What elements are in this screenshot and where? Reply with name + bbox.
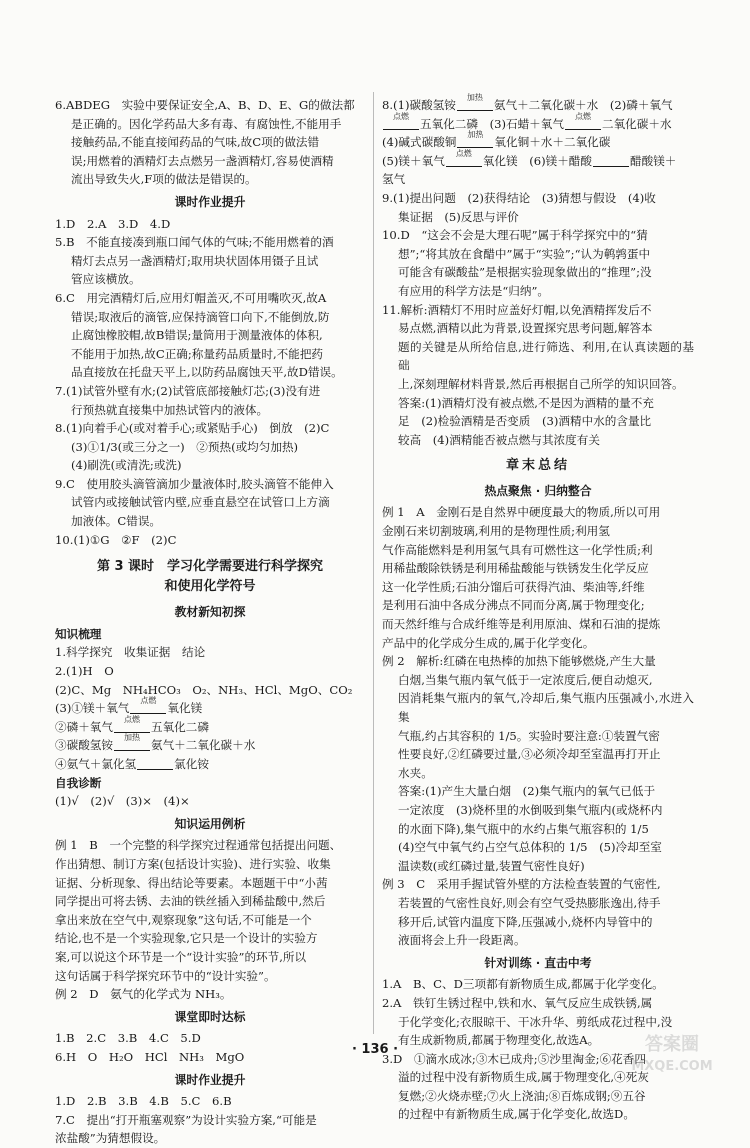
text-line: 可能含有碳酸盐”是根据实验现象做出的“推理”;没	[398, 265, 652, 280]
example-2	[382, 652, 694, 782]
equation: (3)①镁＋氧气 点燃 氧化镁	[55, 696, 203, 716]
text-line: 加液体。C错误。	[71, 514, 162, 529]
text-line: 行预热就直接集中加热试管内的液体。	[71, 402, 269, 417]
text-line: (2)C、Mg NH₄HCO₃ O₂、NH₃、HCl、MgO、CO₂	[55, 682, 353, 697]
text-line: 试管内或接触试管内壁,应垂直悬空在试管口上方滴	[71, 495, 330, 510]
lesson-title	[55, 557, 365, 597]
text-line: 拿出来放在空气中,观察现象”这句话,不可能是一个	[55, 912, 312, 927]
text-line: 有应用的科学方法是“归纳”。	[398, 283, 549, 298]
section-heading: 知识运用例析	[174, 816, 246, 831]
answer-10: 10.(1)①G ②F (2)C	[55, 532, 177, 547]
text-line: 移开后,试管内温度下降,压强减小,烧杯内导管中的	[398, 914, 653, 929]
text-line: 7.C 提出“打开瓶塞观察”为设计实验方案,“可能是	[55, 1112, 317, 1127]
equation: (4)碱式碳酸铜 加热 氧化铜＋水＋二氧化碳	[382, 130, 611, 150]
text-line: 9.(1)提出问题 (2)获得结论 (3)猜想与假设 (4)收	[382, 190, 656, 205]
equation: (5)镁＋氧气 点燃 氧化镁 (6)镁＋醋酸 醋酸镁＋	[382, 148, 677, 168]
text-line: 同学提出可将去锈、去油的铁丝插入到稀盐酸中,然后	[55, 894, 326, 909]
text-line: 证据、分析现象、得出结论等要素。本题题干中“小茜	[55, 875, 328, 890]
text-line: 这一化学性质;石油分馏后可获得汽油、柴油等,纤维	[382, 579, 645, 594]
chapter-title: 章末总结	[505, 458, 570, 474]
text-line: 接触药品,不能直接闻药品的气味,故C项的做法错	[71, 135, 320, 150]
text-line: 因消耗集气瓶内的氧气,冷却后,集气瓶内压强减小,水进入集	[398, 691, 694, 724]
watermark-logo	[622, 1030, 722, 1076]
text-line: 3.D ①滴水成冰;③木已成舟;⑤沙里淘金;⑥花香四	[382, 1051, 646, 1066]
text-line: 产品中的化学成分生成的,属于化学变化。	[382, 635, 595, 650]
watermark-text: 答案圈	[645, 1034, 699, 1055]
watermark-url: MXQE.COM	[631, 1059, 713, 1074]
text-line: 作出猜想、制订方案(包括设计实验)、进行实验、收集	[55, 856, 331, 871]
answer-5	[55, 233, 365, 289]
text-line: (4)空气中氧气约占空气总体积的 1/5 (5)冷却至室	[398, 840, 662, 855]
text-line: 复燃;②火烧赤壁;⑦火上浇油;⑧百炼成钢;⑨五谷	[398, 1088, 646, 1103]
answer-11	[382, 301, 694, 394]
text-line: 9.C 使用胶头滴管滴加少量液体时,胶头滴管不能伸入	[55, 476, 334, 491]
text-line: 若装置的气密性良好,则会有空气受热膨胀逸出,待手	[398, 895, 661, 910]
text-line: 是正确的。因化学药品大多有毒、有腐蚀性,不能用手	[71, 116, 342, 131]
right-column	[382, 93, 694, 1124]
answer-7	[55, 382, 365, 419]
equation: 点燃 五氧化二磷 (3)石蜡＋氧气 点燃 二氧化碳＋水	[382, 115, 694, 134]
text-line: 例 1 B 一个完整的科学探究过程通常包括提出问题、	[55, 838, 342, 853]
equation: ②磷＋氧气 点燃 五氧化二磷	[55, 714, 209, 734]
section-heading: 热点聚焦 · 归纳整合	[484, 483, 592, 498]
text-line: 液面将会上升一段距离。	[398, 933, 526, 948]
text-line: 1.D 2.B 3.B 4.B 5.C 6.B	[55, 1094, 232, 1109]
text-line: 流出导致失火,F项的做法是错误的。	[71, 172, 257, 187]
text-line: 较高 (4)酒精能否被点燃与其浓度有关	[398, 432, 600, 447]
example-2-key	[382, 782, 694, 875]
text-line: 11.解析:酒精灯不用时应盖好灯帽,以免酒精挥发后不	[382, 302, 652, 317]
text-line: 答案:(1)产生大量白烟 (2)集气瓶内的氧气已低于	[398, 784, 656, 799]
text-line: 是利用石油中各成分沸点不同而分离,属于物理变化;	[382, 598, 645, 613]
text-line: 案,可以说这个环节是一个“设计实验”的环节,所以	[55, 949, 307, 964]
text-line: 有生成新物质,都属于物理变化,故选A。	[398, 1033, 600, 1048]
text-line: (4)刷洗(或清洗;或洗)	[71, 458, 182, 473]
text-line: 氢气	[382, 172, 406, 187]
text-line: 溢的过程中没有新物质生成,属于物理变化,④死灰	[398, 1070, 649, 1085]
column-divider	[373, 92, 374, 1034]
text-line: 题的关键是从所给信息,进行筛选、利用,在认真读题的基础	[398, 339, 694, 373]
text-line: 温读数(或红磷过量,装置气密性良好)	[398, 858, 585, 873]
text-line: 于化学变化;衣服晾干、干冰升华、剪纸成花过程中,没	[398, 1014, 673, 1029]
lesson-title-line: 第 3 课时 学习化学需要进行科学探究	[96, 559, 324, 575]
section-heading: 课堂即时达标	[174, 1009, 246, 1024]
text-line: 不能用于加热,故C正确;称量药品质量时,不能把药	[71, 346, 324, 361]
text-line: 1.A B、C、D三项都有新物质生成,都属于化学变化。	[382, 977, 664, 992]
text-line: 集证据 (5)反思与评价	[398, 209, 519, 224]
example-1	[382, 503, 694, 652]
equation: 8.(1)碳酸氢铵 加热 氨气＋二氧化碳＋水 (2)磷＋氧气	[382, 93, 673, 112]
text-line: 水夹。	[398, 765, 433, 780]
example-3	[382, 875, 694, 949]
text-line: 的水面下降),集气瓶中的水约占集气瓶容积的 1/5	[398, 821, 649, 836]
text-line: 1.科学探究 收集证据 结论	[55, 645, 206, 660]
answer-6b	[55, 289, 365, 382]
text-line: 气作高能燃料是利用氢气具有可燃性这一化学性质;利	[382, 542, 653, 557]
left-column	[55, 96, 365, 1148]
lesson-title-line: 和使用化学符号	[164, 579, 256, 595]
section-heading: 课时作业提升	[174, 194, 246, 209]
section-heading: 课时作业提升	[174, 1072, 246, 1087]
text-line: 止腐蚀橡胶帽,故B错误;量筒用于测量液体的体积,	[71, 328, 323, 343]
text-line: 错误;取液后的滴管,应保持滴管口向下,不能倒放,防	[71, 309, 330, 324]
text-line: 例 3 C 采用手握试管外壁的方法检查装置的气密性,	[382, 877, 661, 892]
subsection-label: 自我诊断	[55, 775, 102, 790]
text-line: 6.C 用完酒精灯后,应用灯帽盖灭,不可用嘴吹灭,故A	[55, 290, 327, 305]
text-line: 6.H O H₂O HCl NH₃ MgO	[55, 1049, 245, 1064]
example-1	[55, 836, 365, 985]
text-line: 6.ABDEG 实验中要保证安全,A、B、D、E、G的做法都	[55, 98, 355, 112]
answer-6	[55, 96, 365, 189]
answer-8	[55, 419, 365, 475]
page-number: · 136 ·	[351, 1042, 399, 1057]
text-line: 答案:(1)酒精灯没有被点燃,不是因为酒精的量不充	[398, 395, 654, 410]
answer-9	[382, 189, 694, 226]
example-2: 例 2 D 氨气的化学式为 NH₃。	[55, 987, 232, 1002]
answer-9	[55, 475, 365, 531]
text-line: 气瓶,约占其容积的 1/5。实验时要注意:①装置气密	[398, 728, 660, 743]
text-line: 10.D “这会不会是大理石呢”属于科学探究中的“猜	[382, 228, 648, 243]
text-line: 2.(1)H O	[55, 664, 114, 679]
text-line: 5.B 不能直接凑到瓶口闻气体的气味;不能用燃着的酒	[55, 235, 334, 250]
equation: ④氨气＋氯化氢 氯化铵	[55, 757, 209, 771]
answer-10	[382, 226, 694, 300]
text-line: (3)①1/3(或三分之一) ②预热(或均匀加热)	[71, 439, 299, 454]
text-line: 精灯去点另一盏酒精灯;取用块状固体用镊子且试	[71, 253, 319, 268]
text-line: 误;用燃着的酒精灯去点燃另一盏酒精灯,容易使酒精	[71, 153, 334, 168]
text-line: 白烟,当集气瓶内氧气低于一定浓度后,便自动熄灭,	[398, 672, 653, 687]
text-line: 用稀盐酸除铁锈是利用稀盐酸能与铁锈发生化学反应	[382, 561, 649, 576]
text-line: 2.A 铁钉生锈过程中,铁和水、氧气反应生成铁锈,属	[382, 995, 653, 1010]
text-line: (1)√ (2)√ (3)× (4)×	[55, 794, 190, 809]
text-line: 足 (2)检验酒精是否变质 (3)酒精中水的含量比	[398, 414, 652, 429]
answers-1-4: 1.D 2.A 3.D 4.D	[55, 216, 171, 231]
text-line: 浓盐酸”为猜想假设。	[55, 1131, 166, 1146]
text-line: 而天然纤维与合成纤维等是利用原油、煤和石油的提炼	[382, 617, 661, 632]
text-line: 的过程中有新物质生成,属于化学变化,故选D。	[398, 1107, 635, 1122]
text-line: 品直接放在托盘天平上,以防药品腐蚀天平,故D错误。	[71, 365, 343, 380]
text-line: 8.(1)向着手心(或对着手心;或紧贴手心) 倒放 (2)C	[55, 421, 330, 436]
text-line: 易点燃,酒精以此为背景,设置探究思考问题,解答本	[398, 321, 653, 336]
text-line: 7.(1)试管外壁有水;(2)试管底部接触灯芯;(3)没有进	[55, 383, 321, 398]
text-line: 一定浓度 (3)烧杯里的水倒吸到集气瓶内(或烧杯内	[398, 802, 663, 817]
text-line: 1.B 2.C 3.B 4.C 5.D	[55, 1031, 201, 1046]
text-line: 结论,也不是一个实验现象,它只是一个设计的实验方	[55, 931, 318, 946]
section-heading: 教材新知初探	[174, 605, 246, 620]
text-line: 想”;“将其放在食醋中”属于“实验”;“认为鹌鹑蛋中	[398, 246, 651, 261]
subsection-label: 知识梳理	[55, 626, 102, 641]
equation: ③碳酸氢铵 加热 氨气＋二氧化碳＋水	[55, 733, 256, 753]
section-heading: 针对训练 · 直击中考	[484, 955, 592, 970]
text-line: 金刚石来切割玻璃,利用的是物理性质;利用氢	[382, 524, 610, 539]
text-line: 例 1 A 金刚石是自然界中硬度最大的物质,所以可用	[382, 505, 661, 520]
text-line: 性要良好,②红磷要过量,③必须冷却至室温再打开止	[398, 747, 661, 762]
answer-11-key	[382, 394, 694, 450]
text-line: 上,深刻理解材料背景,然后再根据自己所学的知识回答。	[398, 376, 684, 391]
text-line: 这句话属于科学探究环节中的“设计实验”。	[55, 968, 276, 983]
text-line: 例 2 解析:红磷在电热棒的加热下能够燃烧,产生大量	[382, 654, 656, 669]
text-line: 管应该横放。	[71, 272, 141, 287]
